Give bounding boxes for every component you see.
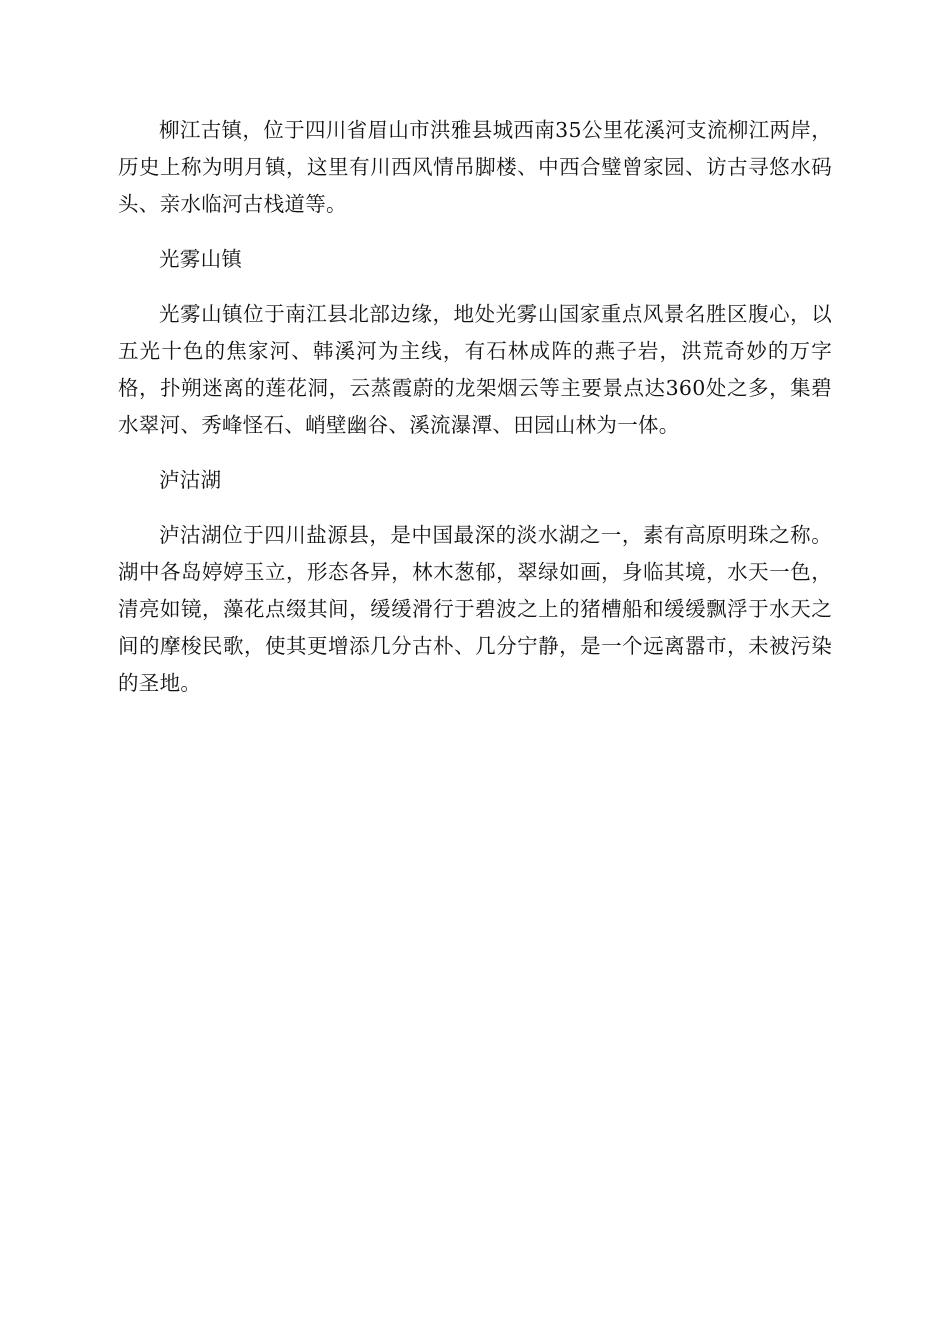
paragraph-gap <box>118 444 832 462</box>
paragraph-gap <box>118 223 832 241</box>
paragraph-gap <box>118 499 832 517</box>
paragraph-gap <box>118 278 832 296</box>
heading-guangwushan: 光雾山镇 <box>159 247 243 271</box>
paragraph-liujiang: 柳江古镇，位于四川省眉山市洪雅县城西南35公里花溪河支流柳江两岸，历史上称为明月镇，这里有川西风情吊脚楼、中西合璧曾家园、访古寻悠水码头、亲水临河古栈道等。 <box>118 118 832 216</box>
heading-luguhu: 泸沽湖 <box>159 468 222 492</box>
paragraph-guangwushan: 光雾山镇位于南江县北部边缘，地处光雾山国家重点风景名胜区腹心，以五光十色的焦家河、韩溪河为主线，有石林成阵的燕子岩，洪荒奇妙的万字格，扑朔迷离的莲花洞，云蒸霞蔚的龙架烟云等主要景点达360处之多，集碧水翠河、秀峰怪石、峭壁幽谷、溪流瀑潭、田园山林为一体。 <box>118 302 832 437</box>
paragraph-luguhu: 泸沽湖位于四川盐源县，是中国最深的淡水湖之一，素有高原明珠之称。湖中各岛婷婷玉立，形态各异，林木葱郁，翠绿如画，身临其境，水天一色，清亮如镜，藻花点缀其间，缓缓滑行于碧波之上的猪槽船和缓缓飘浮于水天之间的摩梭民歌，使其更增添几分古朴、几分宁静，是一个远离嚣市，未被污染的圣地。 <box>118 523 832 695</box>
document-body <box>118 112 832 702</box>
